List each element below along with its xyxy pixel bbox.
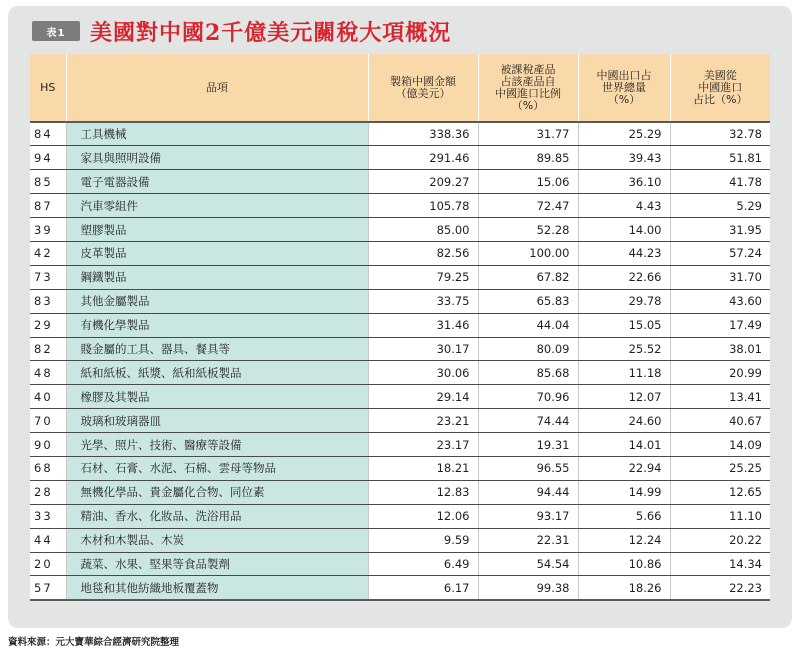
table-row	[30, 361, 770, 385]
item-cell: 電子電器設備	[66, 170, 368, 194]
table-row	[30, 265, 770, 289]
import-share-cell: 20.99	[670, 361, 770, 385]
item-cell: 石材、石膏、水泥、石棉、雲母等物品	[66, 456, 368, 480]
item-cell: 其他金屬製品	[66, 289, 368, 313]
tax-share-cell: 94.44	[478, 480, 578, 504]
export-share-cell: 5.66	[578, 504, 670, 528]
table-row	[30, 289, 770, 313]
hs-cell: 73	[30, 265, 66, 289]
amount-cell: 209.27	[368, 170, 478, 194]
export-share-cell: 24.60	[578, 409, 670, 433]
table-row	[30, 218, 770, 242]
import-share-cell: 51.81	[670, 146, 770, 170]
amount-cell: 12.83	[368, 480, 478, 504]
amount-cell: 105.78	[368, 194, 478, 218]
amount-cell: 30.06	[368, 361, 478, 385]
tax-share-cell: 67.82	[478, 265, 578, 289]
table-row	[30, 480, 770, 504]
export-share-cell: 25.52	[578, 337, 670, 361]
table-row	[30, 433, 770, 457]
hs-cell: 94	[30, 146, 66, 170]
amount-cell: 79.25	[368, 265, 478, 289]
table-row	[30, 504, 770, 528]
import-share-cell: 20.22	[670, 528, 770, 552]
tax-share-cell: 65.83	[478, 289, 578, 313]
table-row	[30, 576, 770, 600]
table-row	[30, 146, 770, 170]
export-share-cell: 36.10	[578, 170, 670, 194]
table-row	[30, 528, 770, 552]
amount-cell: 291.46	[368, 146, 478, 170]
amount-cell: 29.14	[368, 385, 478, 409]
hs-cell: 82	[30, 337, 66, 361]
export-share-cell: 14.99	[578, 480, 670, 504]
item-cell: 無機化學品、貴金屬化合物、同位素	[66, 480, 368, 504]
table-row	[30, 313, 770, 337]
import-share-cell: 12.65	[670, 480, 770, 504]
import-share-cell: 38.01	[670, 337, 770, 361]
hs-cell: 85	[30, 170, 66, 194]
hs-cell: 83	[30, 289, 66, 313]
item-cell: 有機化學製品	[66, 313, 368, 337]
item-cell: 玻璃和玻璃器皿	[66, 409, 368, 433]
import-share-cell: 25.25	[670, 456, 770, 480]
item-cell: 光學、照片、技術、醫療等設備	[66, 433, 368, 457]
hs-cell: 40	[30, 385, 66, 409]
source-note: 資料來源：元大寶華綜合經濟研究院整理	[8, 637, 180, 648]
table-row	[30, 409, 770, 433]
table-body	[30, 122, 770, 600]
export-share-cell: 22.66	[578, 265, 670, 289]
hs-cell: 90	[30, 433, 66, 457]
import-share-cell: 5.29	[670, 194, 770, 218]
table-row	[30, 170, 770, 194]
export-share-cell: 25.29	[578, 122, 670, 146]
header-amount: 製箱中國金額 （億美元）	[368, 54, 478, 122]
item-cell: 紙和紙板、紙漿、紙和紙板製品	[66, 361, 368, 385]
tax-share-cell: 85.68	[478, 361, 578, 385]
tax-share-cell: 80.09	[478, 337, 578, 361]
export-share-cell: 11.18	[578, 361, 670, 385]
tax-share-cell: 96.55	[478, 456, 578, 480]
item-cell: 塑膠製品	[66, 218, 368, 242]
amount-cell: 31.46	[368, 313, 478, 337]
export-share-cell: 14.01	[578, 433, 670, 457]
export-share-cell: 10.86	[578, 552, 670, 576]
item-cell: 木材和木製品、木炭	[66, 528, 368, 552]
table-row	[30, 241, 770, 265]
tax-share-cell: 89.85	[478, 146, 578, 170]
import-share-cell: 32.78	[670, 122, 770, 146]
hs-cell: 84	[30, 122, 66, 146]
amount-cell: 85.00	[368, 218, 478, 242]
amount-cell: 6.49	[368, 552, 478, 576]
amount-cell: 23.21	[368, 409, 478, 433]
tariff-table	[30, 54, 770, 601]
tax-share-cell: 44.04	[478, 313, 578, 337]
export-share-cell: 29.78	[578, 289, 670, 313]
hs-cell: 48	[30, 361, 66, 385]
amount-cell: 12.06	[368, 504, 478, 528]
hs-cell: 20	[30, 552, 66, 576]
import-share-cell: 11.10	[670, 504, 770, 528]
export-share-cell: 22.94	[578, 456, 670, 480]
table-header-row	[30, 54, 770, 122]
item-cell: 家具與照明設備	[66, 146, 368, 170]
hs-cell: 57	[30, 576, 66, 600]
item-cell: 地毯和其他紡織地板覆蓋物	[66, 576, 368, 600]
item-cell: 賤金屬的工具、器具、餐具等	[66, 337, 368, 361]
export-share-cell: 18.26	[578, 576, 670, 600]
table-row	[30, 337, 770, 361]
header-tax-share: 被課稅產品 占該產品自 中國進口比例 （%）	[478, 54, 578, 122]
tax-share-cell: 99.38	[478, 576, 578, 600]
hs-cell: 44	[30, 528, 66, 552]
hs-cell: 87	[30, 194, 66, 218]
item-cell: 工具機械	[66, 122, 368, 146]
table-row	[30, 194, 770, 218]
import-share-cell: 31.70	[670, 265, 770, 289]
export-share-cell: 39.43	[578, 146, 670, 170]
item-cell: 橡膠及其製品	[66, 385, 368, 409]
import-share-cell: 14.34	[670, 552, 770, 576]
hs-cell: 28	[30, 480, 66, 504]
amount-cell: 33.75	[368, 289, 478, 313]
item-cell: 皮革製品	[66, 241, 368, 265]
tax-share-cell: 15.06	[478, 170, 578, 194]
amount-cell: 338.36	[368, 122, 478, 146]
export-share-cell: 4.43	[578, 194, 670, 218]
header-item: 品項	[66, 54, 368, 122]
table-badge: 表1	[32, 21, 80, 41]
tax-share-cell: 70.96	[478, 385, 578, 409]
import-share-cell: 17.49	[670, 313, 770, 337]
hs-cell: 42	[30, 241, 66, 265]
import-share-cell: 41.78	[670, 170, 770, 194]
tax-share-cell: 100.00	[478, 241, 578, 265]
tax-share-cell: 52.28	[478, 218, 578, 242]
hs-cell: 39	[30, 218, 66, 242]
import-share-cell: 13.41	[670, 385, 770, 409]
header-hs: HS	[30, 54, 66, 122]
tax-share-cell: 22.31	[478, 528, 578, 552]
import-share-cell: 57.24	[670, 241, 770, 265]
hs-cell: 33	[30, 504, 66, 528]
export-share-cell: 14.00	[578, 218, 670, 242]
tax-share-cell: 72.47	[478, 194, 578, 218]
item-cell: 鋼鐵製品	[66, 265, 368, 289]
header-export-share: 中國出口占 世界總量 （%）	[578, 54, 670, 122]
item-cell: 蔬菜、水果、堅果等食品製劑	[66, 552, 368, 576]
amount-cell: 9.59	[368, 528, 478, 552]
export-share-cell: 44.23	[578, 241, 670, 265]
export-share-cell: 12.07	[578, 385, 670, 409]
page-title: 美國對中國2千億美元關稅大項概況	[90, 19, 452, 46]
hs-cell: 68	[30, 456, 66, 480]
table-row	[30, 456, 770, 480]
import-share-cell: 43.60	[670, 289, 770, 313]
import-share-cell: 22.23	[670, 576, 770, 600]
item-cell: 汽車零組件	[66, 194, 368, 218]
export-share-cell: 12.24	[578, 528, 670, 552]
export-share-cell: 15.05	[578, 313, 670, 337]
table-row	[30, 552, 770, 576]
import-share-cell: 31.95	[670, 218, 770, 242]
import-share-cell: 40.67	[670, 409, 770, 433]
amount-cell: 82.56	[368, 241, 478, 265]
table-row	[30, 122, 770, 146]
title-row	[32, 16, 451, 46]
item-cell: 精油、香水、化妝品、洗浴用品	[66, 504, 368, 528]
table-row	[30, 385, 770, 409]
tax-share-cell: 74.44	[478, 409, 578, 433]
tax-share-cell: 93.17	[478, 504, 578, 528]
amount-cell: 30.17	[368, 337, 478, 361]
hs-cell: 70	[30, 409, 66, 433]
amount-cell: 18.21	[368, 456, 478, 480]
amount-cell: 6.17	[368, 576, 478, 600]
import-share-cell: 14.09	[670, 433, 770, 457]
tax-share-cell: 19.31	[478, 433, 578, 457]
tax-share-cell: 31.77	[478, 122, 578, 146]
amount-cell: 23.17	[368, 433, 478, 457]
hs-cell: 29	[30, 313, 66, 337]
tax-share-cell: 54.54	[478, 552, 578, 576]
header-import-share: 美國從 中國進口 占比（%）	[670, 54, 770, 122]
